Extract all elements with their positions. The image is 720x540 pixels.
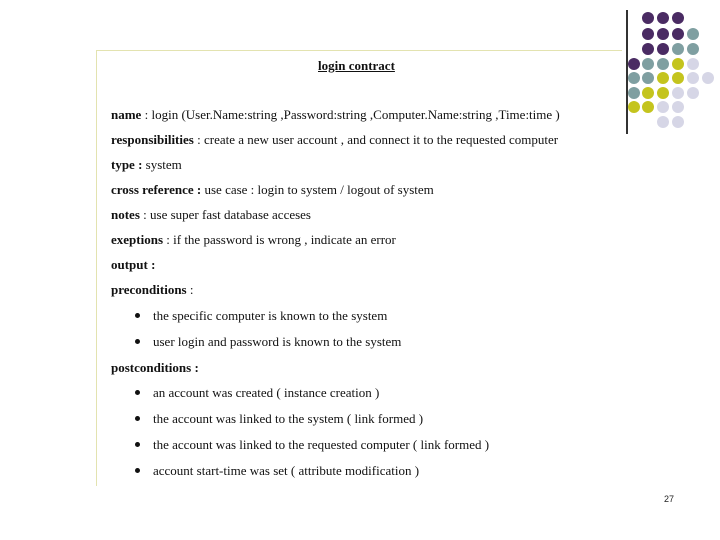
bullet-icon	[135, 416, 140, 421]
field-type	[111, 157, 182, 173]
list-item: account start-time was set ( attribute modification )	[153, 463, 420, 478]
field-value: login (User.Name:string ,Password:string ,Computer.Name:string ,Time:time )	[151, 107, 560, 122]
list-item: the account was linked to the system ( link formed )	[153, 411, 424, 426]
field-separator: :	[163, 232, 174, 247]
dot	[657, 87, 669, 99]
page-title: login contract	[318, 58, 395, 73]
dot	[628, 58, 640, 70]
bullet-icon	[135, 313, 140, 318]
field-separator: :	[139, 207, 151, 222]
field-value: use super fast database acceses	[150, 207, 311, 222]
field-separator: :	[141, 107, 152, 122]
field-separator: :	[193, 132, 204, 147]
dot	[628, 101, 640, 113]
field-name	[111, 107, 560, 123]
dot	[672, 116, 684, 128]
dot	[657, 43, 669, 55]
dot	[687, 28, 699, 40]
dot	[642, 72, 654, 84]
field-label: output :	[111, 257, 156, 272]
field-value: if the password is wrong , indicate an error	[173, 232, 396, 247]
dot	[642, 101, 654, 113]
bullet-icon	[135, 339, 140, 344]
decorative-vertical-line	[626, 10, 628, 134]
field-label: type :	[111, 157, 143, 172]
dot	[642, 87, 654, 99]
dot	[702, 72, 714, 84]
field-notes	[111, 207, 311, 223]
field-label: notes	[111, 207, 140, 222]
dot	[628, 87, 640, 99]
field-value: system	[145, 157, 182, 172]
dot	[657, 12, 669, 24]
dot	[657, 72, 669, 84]
field-label: responsibilities	[111, 132, 194, 147]
bullet-icon	[135, 442, 140, 447]
dot	[657, 116, 669, 128]
list-item: an account was created ( instance creation )	[153, 385, 380, 400]
preconditions-heading	[111, 282, 193, 298]
field-responsibilities	[111, 132, 558, 148]
dot	[628, 72, 640, 84]
dot	[672, 12, 684, 24]
dot	[687, 58, 699, 70]
postconditions-label: postconditions :	[111, 360, 199, 375]
preconditions-separator: :	[186, 282, 194, 297]
field-value: use case : login to system / logout of system	[204, 182, 434, 197]
preconditions-label: preconditions	[111, 282, 187, 297]
dot	[672, 58, 684, 70]
field-label: name	[111, 107, 142, 122]
dot	[672, 87, 684, 99]
dot	[687, 43, 699, 55]
field-exeptions	[111, 232, 396, 248]
dot	[642, 28, 654, 40]
list-item: the account was linked to the requested computer ( link formed )	[153, 437, 490, 452]
dot	[657, 58, 669, 70]
dot	[687, 72, 699, 84]
field-value: create a new user account , and connect it to the requested computer	[203, 132, 559, 147]
dot	[672, 43, 684, 55]
dot	[672, 101, 684, 113]
bullet-icon	[135, 468, 140, 473]
list-item: the specific computer is known to the system	[153, 308, 388, 323]
dot	[642, 58, 654, 70]
slide-border-top	[96, 50, 622, 51]
field-cross-reference	[111, 182, 434, 198]
dot	[657, 28, 669, 40]
bullet-icon	[135, 390, 140, 395]
dot	[672, 28, 684, 40]
list-item: user login and password is known to the system	[153, 334, 402, 349]
field-label: exeptions	[111, 232, 163, 247]
dot	[657, 101, 669, 113]
slide-border-left	[96, 50, 97, 486]
dot	[642, 12, 654, 24]
dot	[642, 43, 654, 55]
field-label: cross reference :	[111, 182, 202, 197]
page-number: 27	[664, 494, 675, 504]
postconditions-heading	[111, 360, 199, 376]
dot	[687, 87, 699, 99]
dot	[672, 72, 684, 84]
field-output	[111, 257, 155, 273]
